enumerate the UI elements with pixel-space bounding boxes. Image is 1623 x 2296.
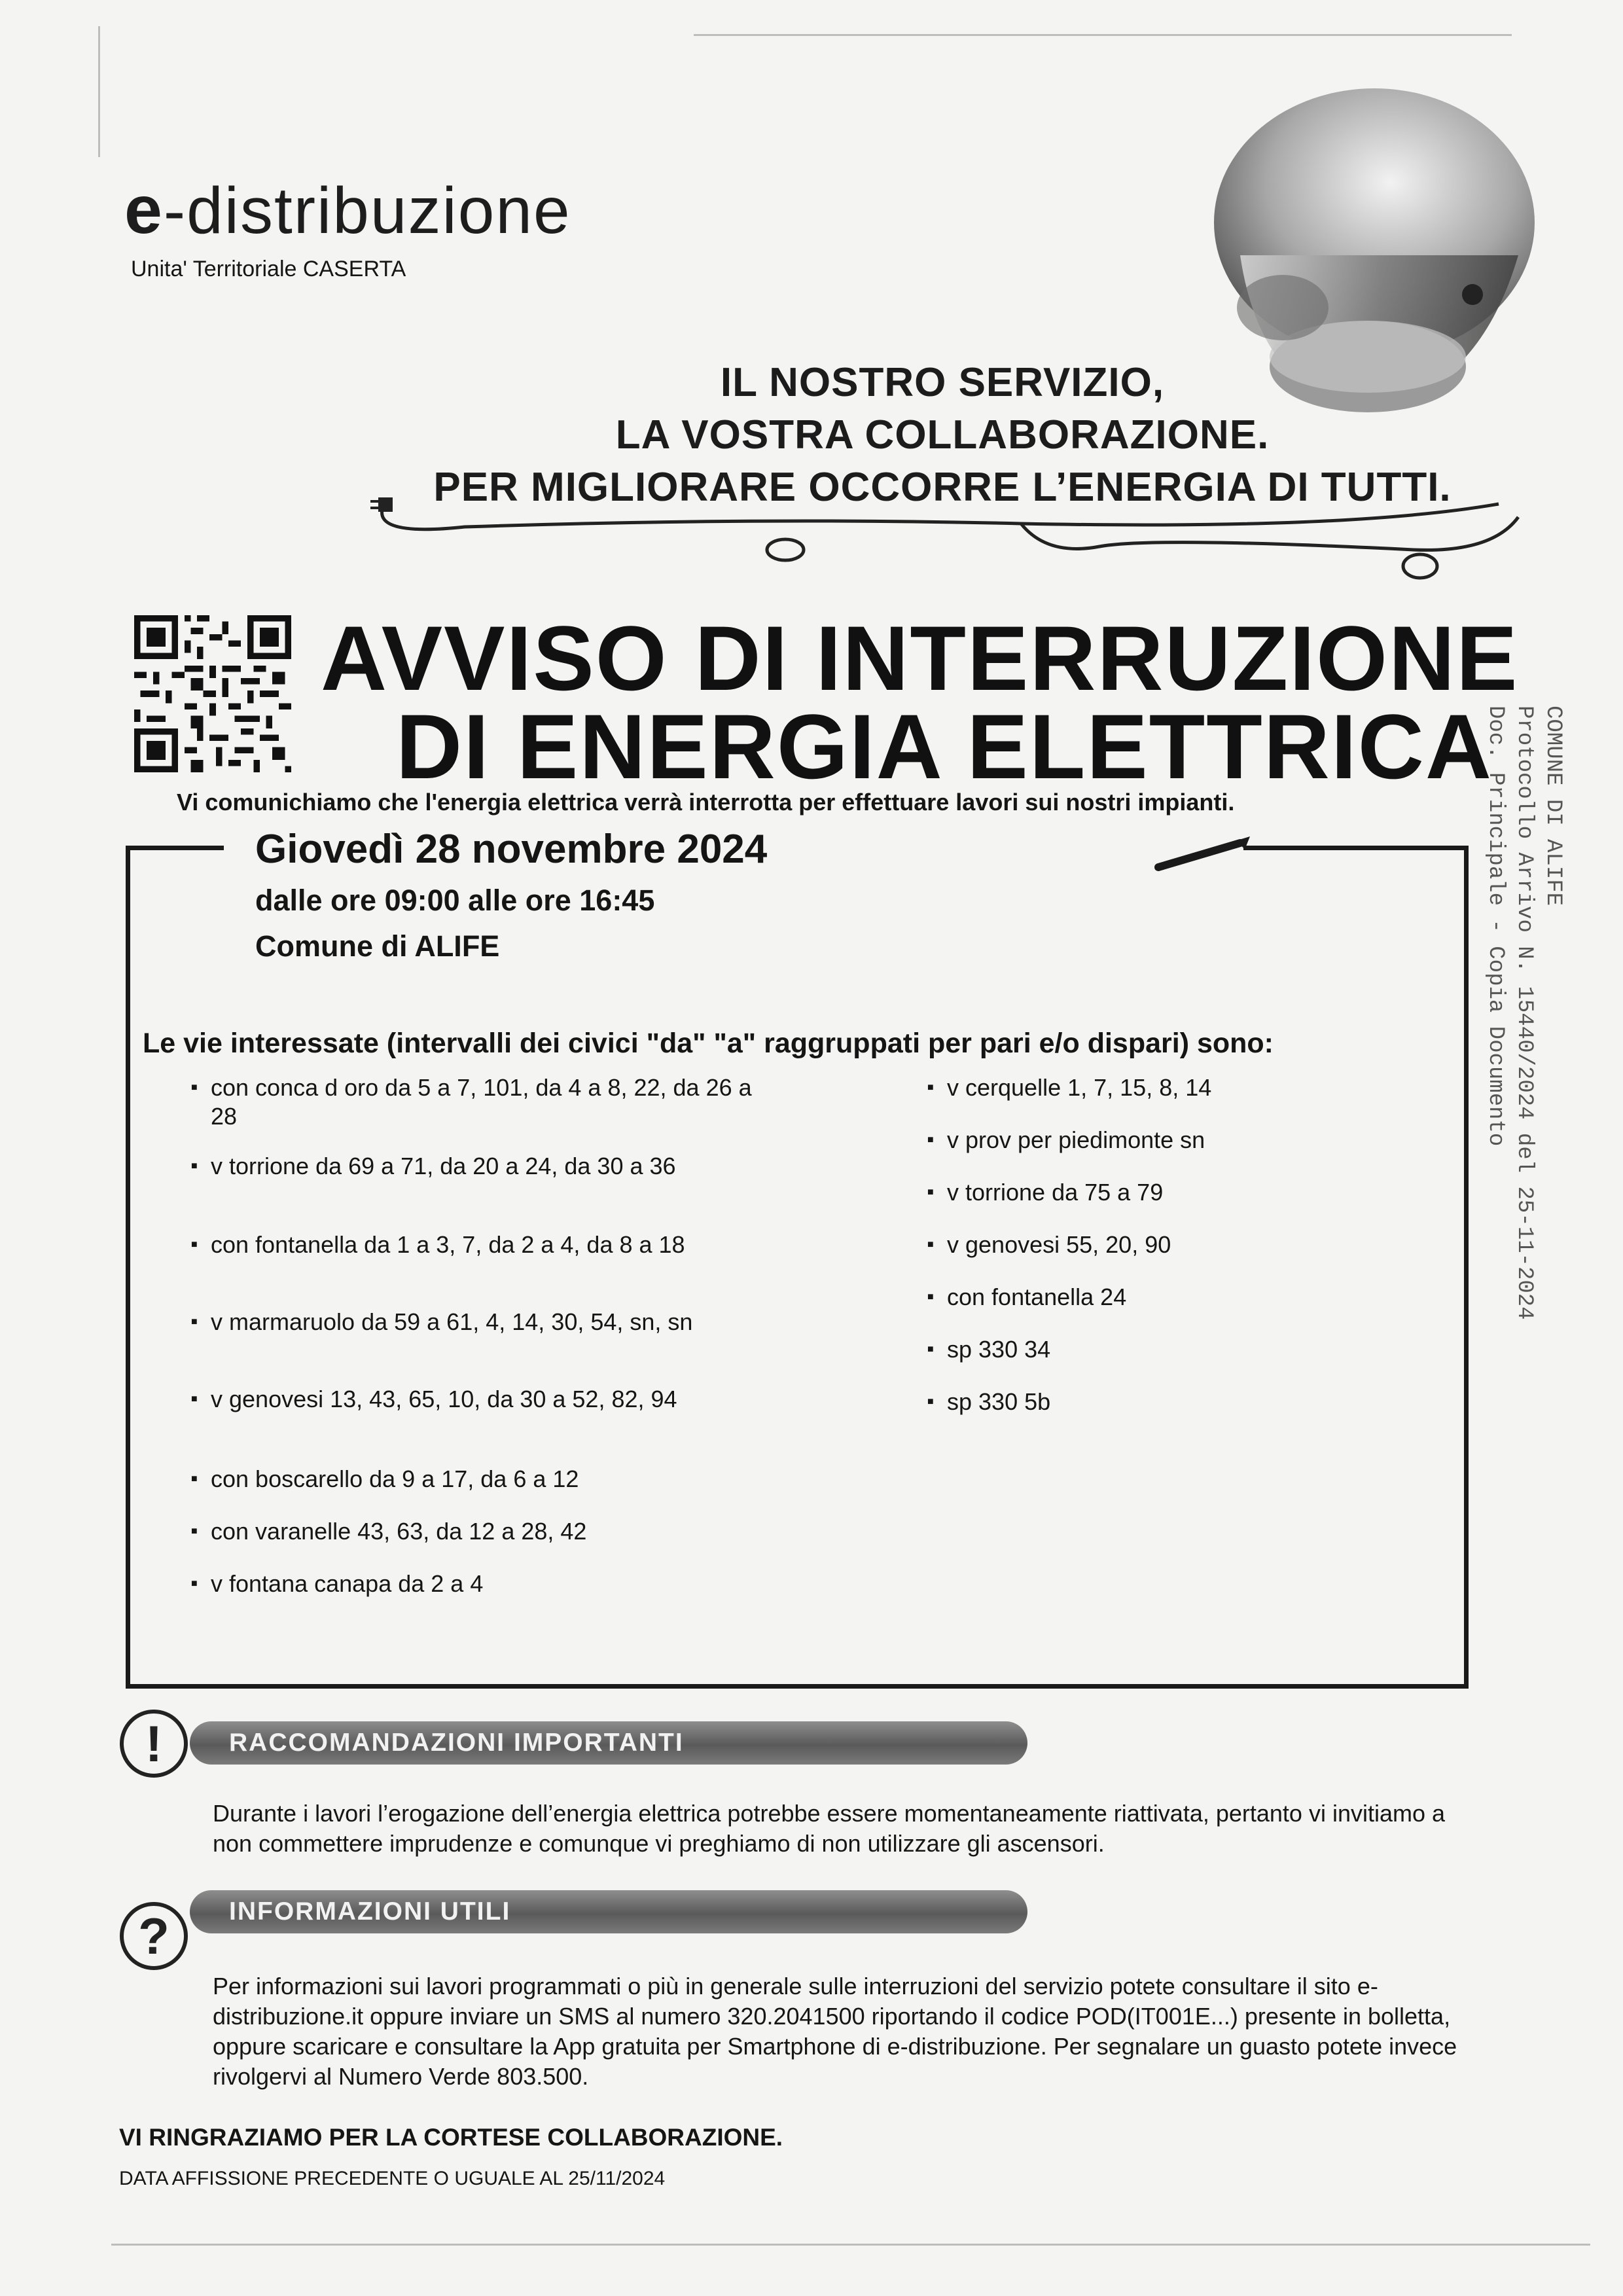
street-item: ■ con boscarello da 9 a 17, da 6 a 12 — [190, 1465, 753, 1494]
streets-heading: Le vie interessate (intervalli dei civici "da" "a" raggruppati per pari e/o dispari) sono: — [143, 1028, 1274, 1059]
info-text: Per informazioni sui lavori programmati o più in generale sulle interruzioni del servizio potete consultare il sito e-distribuzione.it oppure inviare un SMS al numero 320.2041500 riportando il codice POD(IT001E...) presente in bolletta, oppure scaricare e consultare la App gratuita per Smartphone di e-distribuzione. Per segnalare un guasto potete invece rivolgervi al Numero Verde 803.500. — [213, 1973, 1457, 2090]
interruption-date: Giovedì 28 novembre 2024 — [255, 827, 768, 872]
streets-list-right — [926, 1073, 1423, 1440]
recommendations-text: Durante i lavori l’erogazione dell’energia elettrica potrebbe essere momentaneamente riattivata, pertanto vi invitiamo a non commettere imprudenze e comunque vi preghiamo di non utilizzare gli ascensori. — [213, 1800, 1446, 1857]
street-item: ■ v cerquelle 1, 7, 15, 8, 14 — [926, 1073, 1423, 1102]
title-line-2: DI ENERGIA ELETTRICA — [396, 695, 1493, 798]
scan-border-top — [694, 34, 1512, 36]
logo-e: e — [124, 172, 164, 248]
street-item: ■ v prov per piedimonte sn — [926, 1126, 1423, 1155]
scan-border-left — [98, 26, 100, 157]
street-item: ■ v genovesi 13, 43, 65, 10, da 30 a 52, 82, 94 — [190, 1385, 753, 1443]
info-banner: INFORMAZIONI UTILI — [190, 1890, 1027, 1933]
box-border-top-left — [126, 846, 224, 850]
street-item: ■ con conca d oro da 5 a 7, 101, da 4 a 8, 22, da 26 a 28 — [190, 1073, 753, 1131]
power-cable-icon — [366, 478, 1531, 589]
street-item: ■ v marmaruolo da 59 a 61, 4, 14, 30, 54, sn, sn — [190, 1308, 753, 1365]
stamp-line-2: Protocollo Arrivo N. 15440/2024 del 25-11-2024 — [1512, 706, 1537, 1320]
street-item: ■ con fontanella da 1 a 3, 7, da 2 a 4, da 8 a 18 — [190, 1230, 753, 1288]
slogan-line-2: LA VOSTRA COLLABORAZIONE. — [615, 412, 1270, 457]
street-item: ■ v fontana canapa da 2 a 4 — [190, 1570, 753, 1598]
posting-date: DATA AFFISSIONE PRECEDENTE O UGUALE AL 25/11/2024 — [119, 2168, 666, 2189]
municipality: Comune di ALIFE — [255, 929, 500, 963]
slogan-line-1: IL NOSTRO SERVIZIO, — [720, 360, 1165, 405]
title-line-1: AVVISO DI INTERRUZIONE — [321, 607, 1519, 709]
unit-label: Unita' Territoriale CASERTA — [131, 257, 406, 281]
street-item: ■ v torrione da 75 a 79 — [926, 1178, 1423, 1207]
logo-text: -distribuzione — [163, 174, 571, 247]
slogan-line-3: PER MIGLIORARE OCCORRE L’ENERGIA DI TUTTI. — [433, 465, 1452, 510]
question-icon: ? — [120, 1902, 188, 1970]
protocol-stamp — [1481, 706, 1567, 1320]
recommendations-banner: RACCOMANDAZIONI IMPORTANTI — [190, 1721, 1027, 1765]
street-item: ■ sp 330 5b — [926, 1388, 1423, 1416]
scan-border-bottom — [111, 2244, 1590, 2246]
stamp-line-3: Doc. Principale - Copia Documento — [1483, 706, 1508, 1147]
stamp-line-1: COMUNE DI ALIFE — [1541, 706, 1565, 906]
street-item: ■ con varanelle 43, 63, da 12 a 28, 42 — [190, 1517, 753, 1546]
box-border-top-right — [1243, 846, 1469, 850]
street-item: ■ v genovesi 55, 20, 90 — [926, 1230, 1423, 1259]
qr-code — [134, 615, 291, 772]
street-item: ■ con fontanella 24 — [926, 1283, 1423, 1312]
streets-list-left — [190, 1073, 753, 1598]
interruption-hours: dalle ore 09:00 alle ore 16:45 — [255, 884, 655, 917]
street-item: ■ sp 330 34 — [926, 1335, 1423, 1364]
thanks-text: VI RINGRAZIAMO PER LA CORTESE COLLABORAZIONE. — [119, 2124, 783, 2151]
intro-text: Vi comunichiamo che l'energia elettrica verrà interrotta per effettuare lavori sui nostri impianti. — [177, 789, 1235, 816]
logo — [124, 171, 571, 249]
pencil-icon — [1152, 831, 1257, 877]
exclamation-icon: ! — [120, 1710, 188, 1778]
street-item: ■ v torrione da 69 a 71, da 20 a 24, da 30 a 36 — [190, 1152, 753, 1210]
